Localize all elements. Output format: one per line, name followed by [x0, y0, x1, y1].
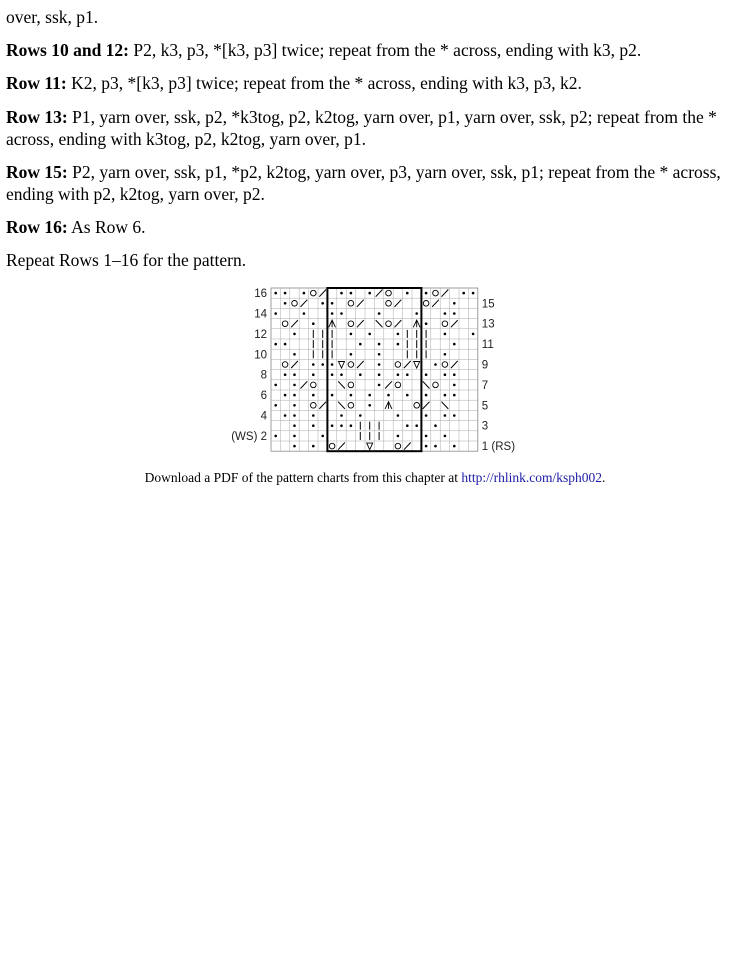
purl-symbol	[453, 445, 456, 448]
purl-symbol	[415, 312, 418, 315]
purl-symbol	[406, 373, 409, 376]
purl-symbol	[378, 384, 381, 387]
purl-symbol	[444, 333, 447, 336]
purl-symbol	[350, 424, 353, 427]
purl-symbol	[444, 312, 447, 315]
purl-symbol	[387, 394, 390, 397]
purl-symbol	[340, 312, 343, 315]
purl-symbol	[453, 414, 456, 417]
purl-symbol	[312, 322, 315, 325]
purl-symbol	[397, 373, 400, 376]
purl-symbol	[378, 312, 381, 315]
row-label-right: 9	[481, 359, 489, 372]
purl-symbol	[321, 435, 324, 438]
row-13-body: P1, yarn over, ssk, p2, *k3tog, p2, k2tog, yarn over, p1, yarn over, ssk, p2; repeat from the * across, ending with k3tog, p2, k2tog, yarn over, p1.	[6, 107, 717, 149]
purl-symbol	[453, 312, 456, 315]
purl-symbol	[331, 302, 334, 305]
purl-symbol	[472, 292, 475, 295]
purl-symbol	[331, 394, 334, 397]
purl-symbol	[284, 292, 287, 295]
purl-symbol	[415, 424, 418, 427]
purl-symbol	[274, 292, 277, 295]
row-label-right: 1 (RS)	[481, 441, 516, 454]
row-11-label: Row 11:	[6, 73, 67, 93]
purl-symbol	[331, 363, 334, 366]
purl-symbol	[453, 343, 456, 346]
row-label-right: 7	[481, 379, 489, 392]
purl-symbol	[274, 312, 277, 315]
purl-symbol	[284, 414, 287, 417]
row-label-right: 3	[481, 420, 489, 433]
row-label-left: 6	[260, 390, 267, 403]
purl-symbol	[453, 384, 456, 387]
chart-caption	[0, 470, 750, 486]
purl-symbol	[293, 435, 296, 438]
row-label-left: 12	[254, 328, 267, 341]
rows-10-12-instruction	[6, 39, 740, 61]
purl-symbol	[368, 292, 371, 295]
purl-symbol	[378, 363, 381, 366]
purl-symbol	[378, 343, 381, 346]
purl-symbol	[274, 384, 277, 387]
purl-symbol	[340, 373, 343, 376]
purl-symbol	[340, 292, 343, 295]
purl-symbol	[406, 292, 409, 295]
purl-symbol	[331, 373, 334, 376]
row-16-instruction	[6, 216, 740, 238]
purl-symbol	[274, 404, 277, 407]
stitch-chart-graphic	[0, 285, 750, 460]
purl-symbol	[406, 394, 409, 397]
purl-symbol	[444, 373, 447, 376]
row-label-left: 10	[254, 349, 267, 362]
purl-symbol	[312, 373, 315, 376]
row-label-left: 16	[254, 288, 267, 301]
stitch-chart	[0, 285, 750, 460]
purl-symbol	[453, 394, 456, 397]
purl-symbol	[312, 394, 315, 397]
row-11-instruction	[6, 72, 740, 94]
purl-symbol	[378, 353, 381, 356]
purl-symbol	[321, 363, 324, 366]
rows-10-12-label: Rows 10 and 12:	[6, 40, 130, 60]
purl-symbol	[425, 292, 428, 295]
purl-symbol	[397, 435, 400, 438]
purl-symbol	[434, 445, 437, 448]
purl-symbol	[472, 333, 475, 336]
purl-symbol	[359, 373, 362, 376]
continued-text: over, ssk, p1.	[6, 7, 99, 27]
rows-10-12-body: P2, k3, p3, *[k3, p3] twice; repeat from the * across, ending with k3, p2.	[129, 40, 642, 60]
purl-symbol	[331, 424, 334, 427]
purl-symbol	[368, 404, 371, 407]
purl-symbol	[397, 414, 400, 417]
purl-symbol	[359, 414, 362, 417]
purl-symbol	[425, 414, 428, 417]
purl-symbol	[340, 414, 343, 417]
row-15-body: P2, yarn over, ssk, p1, *p2, k2tog, yarn over, p3, yarn over, ssk, p1; repeat from the * across, ending with p2, k2tog, yarn over, p2.	[6, 162, 721, 204]
caption-text: Download a PDF of the pattern charts from this chapter at	[144, 470, 462, 485]
pdf-download-link[interactable]: http://rhlink.com/ksph002	[461, 470, 603, 485]
purl-symbol	[340, 424, 343, 427]
purl-symbol	[293, 414, 296, 417]
purl-symbol	[444, 414, 447, 417]
purl-symbol	[293, 424, 296, 427]
purl-symbol	[359, 343, 362, 346]
row-13-label: Row 13:	[6, 107, 68, 127]
purl-symbol	[425, 435, 428, 438]
purl-symbol	[331, 312, 334, 315]
purl-symbol	[303, 292, 306, 295]
row-16-body: As Row 6.	[67, 217, 146, 237]
row-label-left: 4	[260, 410, 267, 423]
purl-symbol	[312, 445, 315, 448]
purl-symbol	[293, 333, 296, 336]
purl-symbol	[434, 363, 437, 366]
purl-symbol	[293, 394, 296, 397]
purl-symbol	[368, 333, 371, 336]
purl-symbol	[397, 333, 400, 336]
purl-symbol	[284, 394, 287, 397]
caption-period: .	[602, 470, 606, 485]
purl-symbol	[303, 312, 306, 315]
row-label-right: 13	[481, 318, 495, 331]
purl-symbol	[274, 343, 277, 346]
purl-symbol	[284, 302, 287, 305]
purl-symbol	[312, 424, 315, 427]
purl-symbol	[453, 373, 456, 376]
row-16-label: Row 16:	[6, 217, 68, 237]
purl-symbol	[350, 394, 353, 397]
purl-symbol	[378, 373, 381, 376]
row-label-left: 14	[254, 308, 267, 321]
purl-symbol	[293, 445, 296, 448]
purl-symbol	[350, 292, 353, 295]
row-label-left: 8	[260, 369, 267, 382]
purl-symbol	[397, 343, 400, 346]
purl-symbol	[434, 424, 437, 427]
purl-symbol	[312, 414, 315, 417]
row-label-right: 5	[481, 400, 489, 413]
purl-symbol	[444, 435, 447, 438]
purl-symbol	[453, 302, 456, 305]
row-label-right: 11	[481, 339, 494, 352]
row-13-instruction	[6, 106, 740, 150]
purl-symbol	[293, 373, 296, 376]
purl-symbol	[425, 394, 428, 397]
purl-symbol	[350, 333, 353, 336]
purl-symbol	[406, 424, 409, 427]
purl-symbol	[425, 373, 428, 376]
row-15-instruction	[6, 161, 740, 205]
row-label-left: (WS) 2	[231, 430, 267, 443]
purl-symbol	[293, 353, 296, 356]
row-label-right: 15	[481, 298, 495, 311]
purl-symbol	[312, 363, 315, 366]
row-11-body: K2, p3, *[k3, p3] twice; repeat from the * across, ending with k3, p3, k2.	[66, 73, 582, 93]
purl-symbol	[368, 394, 371, 397]
purl-symbol	[350, 353, 353, 356]
repeat-instruction: Repeat Rows 1–16 for the pattern.	[6, 250, 247, 270]
row-15-label: Row 15:	[6, 162, 68, 182]
purl-symbol	[274, 435, 277, 438]
purl-symbol	[284, 373, 287, 376]
purl-symbol	[321, 302, 324, 305]
purl-symbol	[284, 343, 287, 346]
purl-symbol	[425, 322, 428, 325]
purl-symbol	[293, 384, 296, 387]
purl-symbol	[293, 404, 296, 407]
purl-symbol	[444, 353, 447, 356]
purl-symbol	[462, 292, 465, 295]
purl-symbol	[425, 445, 428, 448]
purl-symbol	[444, 394, 447, 397]
